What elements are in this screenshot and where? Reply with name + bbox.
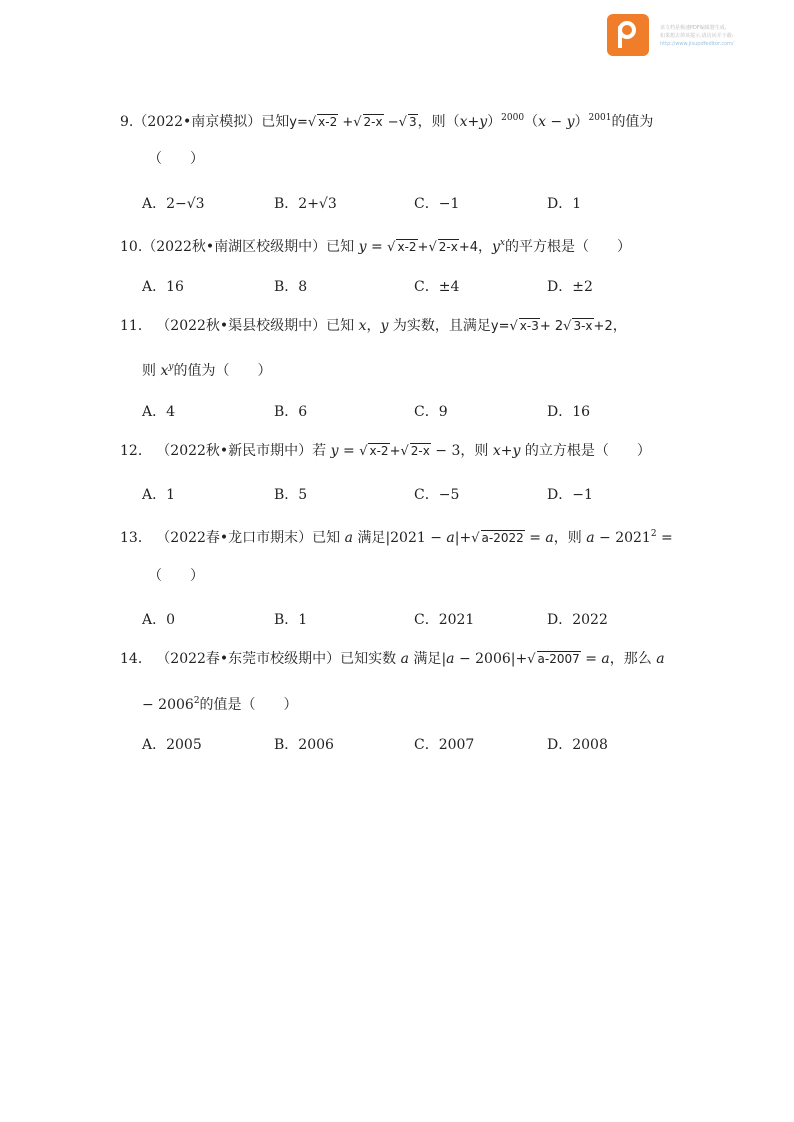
question-12-stem: 12． （2022秋•新民市期中）若 y = √ x-2+√ 2-x − 3，则 x+y 的立方根是（ ）	[120, 443, 651, 459]
option-a[interactable]: A．16	[142, 279, 184, 295]
question-number: 14．	[120, 651, 152, 667]
stem-text: （	[524, 114, 539, 130]
stem-text: 满足	[357, 530, 386, 546]
question-9-paren: （ ）	[148, 151, 204, 167]
logo-stem-shape	[618, 26, 622, 48]
question-source: （2022秋•南湖区校级期中）	[142, 239, 327, 255]
option-b[interactable]: B．2006	[274, 737, 334, 753]
stem-text: 已知	[326, 318, 355, 334]
pdf-editor-logo	[607, 14, 649, 56]
question-12-options	[142, 484, 662, 502]
question-source: （2022秋•渠县校级期中）	[156, 318, 327, 334]
option-a[interactable]: A．2−√3	[142, 196, 205, 212]
notice-line-1: 该文档是极速PDF编辑器生成,	[660, 25, 727, 31]
option-c[interactable]: C．2021	[414, 612, 475, 628]
exponent: 2000	[501, 113, 525, 123]
option-b[interactable]: B．2+√3	[274, 196, 337, 212]
stem-text: 若	[312, 443, 327, 459]
question-source: （2022春•龙口市期末）	[156, 530, 313, 546]
exponent: 2001	[588, 113, 612, 123]
formula-root: √ a-2007	[527, 652, 580, 667]
option-d[interactable]: D．16	[547, 404, 591, 420]
option-d[interactable]: D．2022	[547, 612, 608, 628]
stem-text: 已知	[326, 239, 355, 255]
question-11-options	[142, 401, 662, 419]
stem-text: 则	[142, 363, 156, 379]
stem-text: ，则	[460, 443, 489, 459]
stem-text: ）	[574, 114, 589, 130]
option-c[interactable]: C．9	[414, 404, 448, 420]
stem-text: 的值为（ ）	[173, 363, 272, 379]
stem-text: 已知实数	[340, 651, 397, 667]
stem-text: ，则	[553, 530, 582, 546]
stem-text: 的值为	[611, 114, 654, 130]
question-10-stem: 10.（2022秋•南湖区校级期中）已知 y = √ x-2+√ 2-x+4，$y^x$的平方根是（ ）	[120, 238, 631, 255]
option-a[interactable]: A．2005	[142, 737, 202, 753]
question-number: 10.	[120, 239, 143, 255]
question-source: （2022秋•新民市期中）	[156, 443, 313, 459]
question-number: 12．	[120, 443, 152, 459]
option-d[interactable]: D．±2	[547, 279, 593, 295]
stem-text: 的值是（ ）	[199, 697, 298, 713]
question-number: 9.	[120, 114, 134, 130]
question-13-paren: （ ）	[148, 568, 204, 584]
question-9-options	[142, 193, 662, 211]
option-c[interactable]: C．±4	[414, 279, 460, 295]
question-9-stem: 9.（2022•南京模拟）已知y=√ x-2 +√ 2-x −√ 3，则$(x+y)^{2000}(x - y)^{2001}$的值为	[120, 113, 654, 130]
notice-url-link[interactable]: http://www.jisupdfeditor.com/	[660, 41, 734, 47]
question-source: （2022•南京模拟）	[133, 114, 262, 130]
option-a[interactable]: A．4	[142, 404, 176, 420]
option-d[interactable]: D．−1	[547, 487, 593, 503]
stem-text: ，	[478, 239, 492, 255]
formula-roots: √ x-2+√ 2-x+4	[387, 240, 478, 255]
stem-text: ，则（	[417, 114, 460, 130]
question-number: 13．	[120, 530, 152, 546]
formula-root: √ a-2022	[471, 531, 524, 546]
stem-text: ，那么	[609, 651, 652, 667]
question-11-stem-cont: 则 $x^y$的值为（ ）	[142, 362, 272, 379]
formula-y-equals: y=√ x-3+ 2√ 3-x+2	[490, 319, 613, 334]
question-source: （2022春•东莞市校级期中）	[156, 651, 341, 667]
option-b[interactable]: B．5	[274, 487, 308, 503]
option-b[interactable]: B．6	[274, 404, 308, 420]
option-c[interactable]: C．−1	[414, 196, 460, 212]
option-b[interactable]: B．1	[274, 612, 308, 628]
option-c[interactable]: C．2007	[414, 737, 475, 753]
stem-text: 的平方根是（ ）	[505, 239, 631, 255]
option-a[interactable]: A．1	[142, 487, 176, 503]
question-13-stem: 13． （2022春•龙口市期末）已知 a 满足|2021 − a|+√ a-2022 = a，则 $a - 2021^2$ =	[120, 529, 673, 546]
stem-text: 已知	[312, 530, 341, 546]
formula-y-equals: y=√ x-2 +√ 2-x −√ 3	[289, 115, 417, 130]
stem-text: 已知	[261, 114, 290, 130]
stem-text: 满足	[413, 651, 442, 667]
option-c[interactable]: C．−5	[414, 487, 460, 503]
stem-text: ）	[487, 114, 502, 130]
question-14-stem-cont: − $2006^2$的值是（ ）	[142, 696, 298, 713]
stem-text: 为实数，且满足	[392, 318, 491, 334]
stem-text: 的立方根是（ ）	[524, 443, 651, 459]
question-11-stem: 11． （2022秋•渠县校级期中）已知 x，y 为实数，且满足y=√ x-3+ 2√ 3-x+2，	[120, 318, 627, 334]
question-14-options	[142, 734, 662, 752]
watermark-notice	[660, 24, 770, 48]
option-d[interactable]: D．1	[547, 196, 582, 212]
question-13-options	[142, 609, 662, 627]
question-10-options	[142, 276, 662, 294]
question-number: 11．	[120, 318, 152, 334]
option-a[interactable]: A．0	[142, 612, 176, 628]
option-d[interactable]: D．2008	[547, 737, 608, 753]
option-b[interactable]: B．8	[274, 279, 308, 295]
formula-roots: √ x-2+√ 2-x	[359, 444, 430, 459]
notice-line-2: 如果想去掉该提示,请访问并下载:	[660, 33, 734, 39]
question-14-stem: 14． （2022春•东莞市校级期中）已知实数 a 满足|a − 2006|+√ a-2007 = a，那么 a	[120, 651, 665, 667]
